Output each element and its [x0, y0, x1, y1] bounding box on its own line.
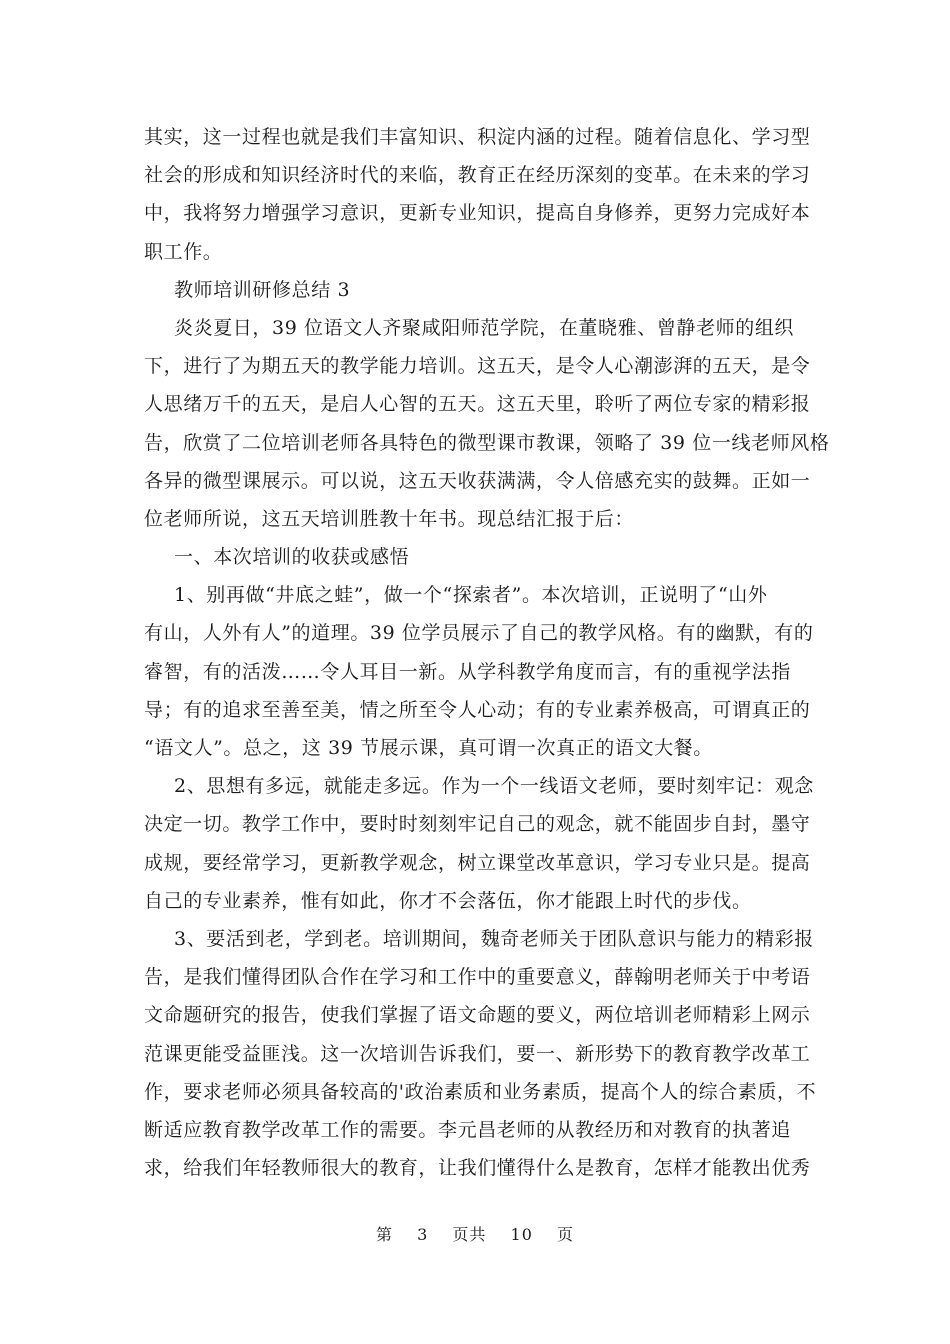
text-line: 职工作。 — [144, 240, 223, 263]
footer-page-number: 3 — [417, 1225, 429, 1244]
footer-prefix: 第 — [376, 1225, 394, 1244]
text-line: 自己的专业素养，惟有如此，你才不会落伍，你才能跟上时代的步伐。 — [144, 889, 752, 912]
text-line: 决定一切。教学工作中，要时时刻刻牢记自己的观念，就不能固步自封，墨守 — [144, 813, 811, 836]
footer-suffix: 页 — [556, 1225, 574, 1244]
section-heading: 教师培训研修总结 3 — [174, 278, 351, 301]
subsection-heading: 一、本次培训的收获或感悟 — [174, 546, 410, 569]
text-line: 中，我将努力增强学习意识，更新专业知识，提高自身修养，更努力完成好本 — [144, 202, 811, 225]
page-footer — [0, 1222, 950, 1245]
footer-total-pages: 10 — [510, 1225, 533, 1244]
text-line: 导；有的追求至善至美，情之所至令人心动；有的专业素养极高，可谓真正的 — [144, 698, 811, 721]
text-line: 睿智，有的活泼……令人耳目一新。从学科教学角度而言，有的重视学法指 — [144, 660, 791, 683]
text-line: 其实，这一过程也就是我们丰富知识、积淀内涵的过程。随着信息化、学习型 — [144, 126, 811, 148]
text-line: 人思绪万千的五天，是启人心智的五天。这五天里，聆听了两位专家的精彩报 — [144, 393, 811, 416]
text-line: 3、要活到老，学到老。培训期间，魏奇老师关于团队意识与能力的精彩报 — [174, 927, 814, 950]
text-line: 范课更能受益匪浅。这一次培训告诉我们，要一、新形势下的教育教学改革工 — [144, 1042, 811, 1065]
text-line: 有山，人外有人”的道理。39 位学员展示了自己的教学风格。有的幽默，有的 — [144, 622, 814, 645]
text-line: 告，欣赏了二位培训老师各具特色的微型课市教课，领略了 39 位一线老师风格 — [144, 431, 830, 454]
text-line: 各异的微型课展示。可以说，这五天收获满满，令人倍感充实的鼓舞。正如一 — [144, 469, 811, 492]
text-line: 断适应教育教学改革工作的需要。李元昌老师的从教经历和对教育的执著追 — [144, 1118, 791, 1141]
text-line: 1、别再做“井底之蛙”，做一个“探索者”。本次培训，正说明了“山外 — [174, 584, 768, 607]
text-line: 社会的形成和知识经济时代的来临，教育正在经历深刻的变革。在未来的学习 — [144, 164, 811, 187]
text-line: 文命题研究的报告，使我们掌握了语文命题的要义，两位培训老师精彩上网示 — [144, 1004, 811, 1027]
text-line: 求，给我们年轻教师很大的教育，让我们懂得什么是教育，怎样才能教出优秀 — [144, 1157, 811, 1180]
document-body — [144, 118, 830, 1187]
text-line: 作，要求老师必须具备较高的'政治素质和业务素质，提高个人的综合素质，不 — [144, 1080, 817, 1103]
text-line: 位老师所说，这五天培训胜教十年书。现总结汇报于后： — [144, 507, 635, 530]
text-line: 告，是我们懂得团队合作在学习和工作中的重要意义，薛翰明老师关于中考语 — [144, 966, 811, 989]
text-line: 炎炎夏日，39 位语文人齐聚咸阳师范学院，在董晓雅、曾静老师的组织 — [174, 316, 795, 339]
text-line: “语文人”。总之，这 39 节展示课，真可谓一次真正的语文大餐。 — [144, 737, 713, 759]
text-line: 下，进行了为期五天的教学能力培训。这五天，是令人心潮澎湃的五天，是令 — [144, 355, 811, 378]
footer-middle: 页共 — [452, 1225, 487, 1244]
text-line: 成规，要经常学习，更新教学观念，树立课堂改革意识，学习专业只是。提高 — [144, 851, 811, 874]
text-line: 2、思想有多远，就能走多远。作为一个一线语文老师，要时刻牢记：观念 — [174, 775, 814, 798]
